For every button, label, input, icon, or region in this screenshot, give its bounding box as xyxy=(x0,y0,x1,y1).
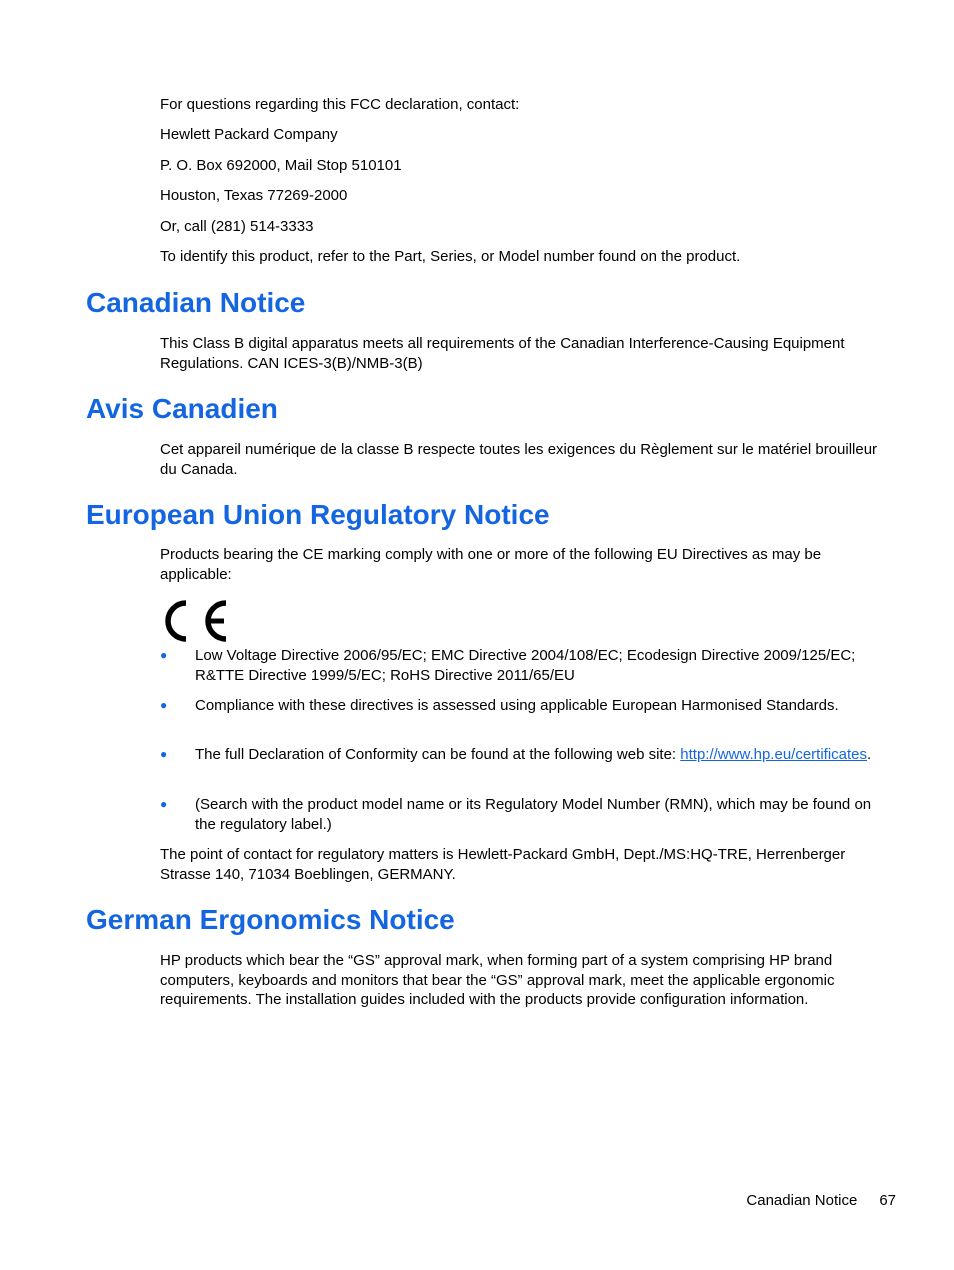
avis-canadien-body: Cet appareil numérique de la classe B respecte toutes les exigences du Règlement sur le matériel brouilleur du Canada. xyxy=(160,441,878,478)
canadian-notice-heading: Canadian Notice xyxy=(86,287,306,318)
fcc-address-city: Houston, Texas 77269-2000 xyxy=(160,187,348,204)
fcc-identify: To identify this product, refer to the Part, Series, or Model number found on the product. xyxy=(160,248,741,265)
footer-section-name: Canadian Notice xyxy=(746,1192,858,1209)
canadian-notice-body: This Class B digital apparatus meets all requirements of the Canadian Interference-Causing Equipment Regulations. CAN ICES-3(B)/NMB-3(B) xyxy=(160,335,845,372)
eu-notice-intro: Products bearing the CE marking comply with one or more of the following EU Directives as may be applicable: xyxy=(160,546,822,583)
bullet-dot-icon: ● xyxy=(160,797,168,811)
bullet-dot-icon: ● xyxy=(160,698,168,712)
fcc-company: Hewlett Packard Company xyxy=(160,126,338,143)
bullet-dot-icon: ● xyxy=(160,747,168,761)
eu-declaration-suffix: . xyxy=(867,746,872,763)
avis-canadien-heading: Avis Canadien xyxy=(86,393,278,424)
eu-compliance-text: Compliance with these directives is assessed using applicable European Harmonised Standards. xyxy=(195,697,839,714)
eu-notice-heading: European Union Regulatory Notice xyxy=(86,499,550,530)
eu-declaration-text xyxy=(195,745,885,765)
fcc-phone: Or, call (281) 514-3333 xyxy=(160,218,314,235)
fcc-contact-intro: For questions regarding this FCC declaration, contact: xyxy=(160,96,520,113)
eu-directive-text: Low Voltage Directive 2006/95/EC; EMC Directive 2004/108/EC; Ecodesign Directive 2009/125/EC; R&TTE Directive 1999/5/EC; RoHS Directive 2011/65/EU xyxy=(195,647,856,684)
german-ergonomics-heading: German Ergonomics Notice xyxy=(86,904,455,935)
eu-declaration-lead: The full Declaration of Conformity can be found at the following web site: xyxy=(195,746,681,763)
ce-mark-icon xyxy=(160,598,230,644)
german-ergonomics-body: HP products which bear the “GS” approval mark, when forming part of a system comprising HP brand computers, keyboards and monitors that bear the “GS” approval mark, meet the applicable ergonomic requirements. The installation guides included with the products provide configuration information. xyxy=(160,952,835,1008)
page-number: 67 xyxy=(879,1192,896,1209)
bullet-dot-icon: ● xyxy=(160,648,168,662)
eu-contact-paragraph: The point of contact for regulatory matters is Hewlett-Packard GmbH, Dept./MS:HQ-TRE, Herrenberger Strasse 140, 71034 Boeblingen, GERMANY. xyxy=(160,846,846,883)
certificates-link[interactable]: http://www.hp.eu/certificates xyxy=(680,746,868,763)
fcc-address-box: P. O. Box 692000, Mail Stop 510101 xyxy=(160,157,402,174)
eu-search-text: (Search with the product model name or its Regulatory Model Number (RMN), which may be found on the regulatory label.) xyxy=(195,796,872,833)
page-footer xyxy=(746,1191,896,1211)
